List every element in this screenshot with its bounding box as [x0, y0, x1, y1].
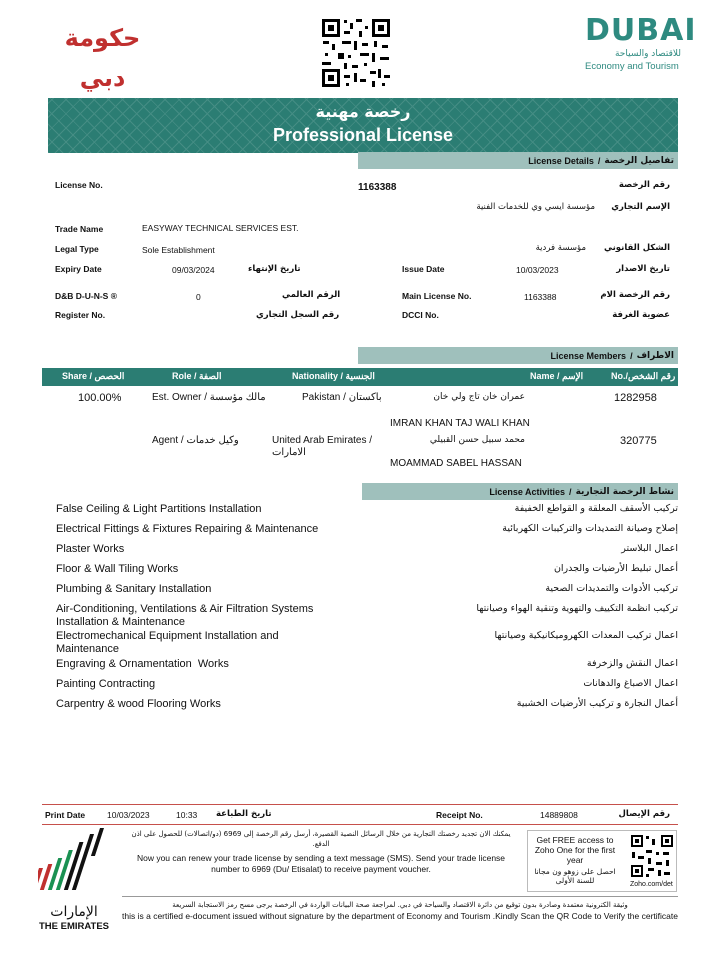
activity-item-ar: اعمال تركيب المعدات الكهروميكانيكية وصيانتها — [494, 630, 678, 641]
footer-divider-bottom — [42, 824, 678, 825]
issue-date-value: 10/03/2023 — [516, 265, 559, 275]
receipt-no-value: 14889808 — [540, 810, 578, 820]
activity-item-ar: أعمال تبليط الأرضيات والجدران — [553, 563, 678, 574]
gov-logo-arabic: حكومة دبي — [64, 24, 141, 92]
dubai-wordmark: DUBAI — [585, 13, 697, 48]
trade-name-ar-value: مؤسسة ايسي وي للخدمات الفنية — [476, 202, 595, 212]
zoho-promo-english: Get FREE access to Zoho One for the first year — [534, 835, 616, 865]
expiry-date-value: 09/03/2024 — [172, 265, 215, 275]
duns-label: D&B D-U-N-S ® — [55, 291, 117, 301]
legal-type-label: Legal Type — [55, 244, 99, 254]
print-date-label: Print Date — [45, 810, 86, 820]
activity-item: Engraving & Ornamentation Works — [56, 658, 229, 670]
col-share: Share / الحصص — [62, 371, 125, 381]
zoho-url: Zoho.com/det — [630, 881, 673, 888]
gov-dubai-logo — [40, 18, 165, 92]
member-nationality: Pakistan / باكستان — [302, 392, 382, 403]
license-no-value: 1163388 — [358, 182, 397, 193]
legal-type-ar-value: مؤسسة فردية — [535, 243, 586, 253]
members-table-header — [42, 368, 678, 386]
activity-item: False Ceiling & Light Partitions Installation — [56, 503, 262, 515]
footer-divider-cert — [122, 896, 678, 897]
receipt-no-label: Receipt No. — [436, 810, 483, 820]
certificate-note-arabic: وثيقة الكترونية معتمدة وصادرة بدون توقيع من دائرة الاقتصاد والسياحة في دبي. لمراجعة صحة البيانات الواردة في الرخصة يرجى مسح رمز الاستجابة السريعة — [172, 901, 628, 909]
member-share: 100.00% — [78, 392, 122, 404]
section-title-en: License Activities — [489, 486, 566, 497]
trade-name-ar-label: الإسم التجاري — [611, 202, 670, 212]
legal-type-ar-label: الشكل القانوني — [604, 243, 670, 253]
title-english: Professional License — [272, 125, 454, 145]
col-no: No./رقم الشخص — [611, 371, 676, 381]
member-role: Est. Owner / مالك مؤسسة — [152, 392, 266, 403]
emirates-english: THE EMIRATES — [38, 921, 110, 932]
qr-code-icon — [320, 17, 392, 89]
section-title-ar: نشاط الرخصة التجارية — [575, 486, 674, 497]
col-role: Role / الصفة — [172, 371, 222, 381]
activity-item: Painting Contracting — [56, 678, 156, 690]
main-license-value: 1163388 — [524, 292, 557, 302]
dept-arabic: للاقتصاد والسياحة — [614, 49, 681, 59]
certificate-note-english: this is a certified e-document issued without signature by the department of Economy and Tourism .Kindly Scan the QR Code to Verify the certificate — [122, 911, 678, 921]
duns-ar-label: الرقم العالمي — [282, 290, 341, 300]
section-title-en: License Members — [550, 350, 627, 361]
activity-item: Electromechanical Equipment Installation and Maintenance — [56, 630, 279, 655]
member-role: Agent / وكيل خدمات — [152, 435, 239, 446]
activity-item-ar: تركيب انظمة التكييف والتهوية وتنقية الهواء وصيانتها — [476, 603, 678, 614]
activity-item: Plaster Works — [56, 543, 125, 555]
license-members-header: License Members / الاطراف — [358, 347, 678, 364]
section-title-en: License Details — [528, 155, 594, 166]
activity-item-ar: أعمال النجارة و تركيب الأرضيات الخشبية — [516, 698, 678, 709]
main-license-label: Main License No. — [402, 291, 472, 301]
activity-item: Plumbing & Sanitary Installation — [56, 583, 212, 595]
activity-item: Floor & Wall Tiling Works — [56, 563, 179, 575]
register-no-ar-label: رقم السجل التجاري — [256, 310, 340, 320]
member-name-en: MOAMMAD SABEL HASSAN — [390, 458, 522, 469]
member-nationality: United Arab Emirates / الامارات — [272, 435, 373, 458]
issue-date-label: Issue Date — [402, 264, 445, 274]
activity-item: Electrical Fittings & Fixtures Repairing & Maintenance — [56, 523, 319, 535]
activity-item-ar: اعمال النقش والزخرفة — [586, 658, 678, 669]
activity-item-ar: تركيب الأدوات والتمديدات الصحية — [545, 583, 678, 594]
print-time-value: 10:33 — [176, 810, 198, 820]
member-number: 1282958 — [614, 392, 657, 404]
issue-date-ar-label: تاريخ الاصدار — [616, 264, 670, 274]
license-no-label: License No. — [55, 180, 103, 190]
activity-item-ar: اعمال البلاستر — [621, 543, 678, 554]
trade-name-value: EASYWAY TECHNICAL SERVICES EST. — [142, 223, 299, 233]
print-date-ar-label: تاريخ الطباعة — [216, 809, 272, 819]
activity-item-ar: اعمال الاصباغ والدهانات — [583, 678, 678, 689]
col-name: Name / الإسم — [530, 371, 584, 381]
zoho-promo-arabic: احصل على زوهو ون مجانا للسنة الأولى — [534, 867, 616, 885]
dcci-no-label: DCCI No. — [402, 310, 439, 320]
member-name-ar: عمران خان تاج ولي خان — [433, 392, 525, 402]
activity-item-ar: تركيب الأسقف المعلقة و القواطع الخفيفة — [514, 503, 678, 514]
member-number: 320775 — [620, 435, 657, 447]
section-title-ar: الاطراف — [636, 350, 674, 361]
sms-renewal-arabic: يمكنك الان تجديد رخصتك التجارية من خلال الرسائل النصية القصيرة، أرسل رقم الرخصة إلى 6969 (دو/اتصالات) للحصول على اذن الدفع. — [131, 830, 511, 848]
register-no-label: Register No. — [55, 310, 106, 320]
trade-name-label: Trade Name — [55, 224, 104, 234]
member-name-ar: محمد سبيل حسن القبيلي — [429, 435, 525, 445]
zoho-qr-icon — [630, 834, 674, 878]
print-date-value: 10/03/2023 — [107, 810, 150, 820]
expiry-date-label: Expiry Date — [55, 264, 102, 274]
license-activities-header: License Activities / نشاط الرخصة التجارية — [362, 483, 678, 500]
duns-value: 0 — [196, 292, 201, 302]
sms-renewal-english: Now you can renew your trade license by sending a text message (SMS). Send your trade license number to 6969 (Du/ Etisalat) to receive payment voucher. — [136, 853, 506, 874]
expiry-date-ar-label: تاريخ الإنتهاء — [248, 264, 301, 274]
activity-item: Air-Conditioning, Ventilations & Air Filtration Systems Installation & Maintenance — [56, 603, 314, 628]
section-title-ar: تفاصيل الرخصة — [604, 155, 674, 166]
col-nationality: Nationality / الجنسية — [292, 371, 375, 381]
dubai-economy-tourism-logo — [585, 14, 695, 84]
license-no-label-ar: رقم الرخصة — [618, 180, 670, 190]
license-title-banner — [48, 98, 678, 153]
dcci-no-ar-label: عضوية الغرفة — [612, 310, 670, 320]
activity-item-ar: إصلاح وصيانة التمديدات والتركيبات الكهربائية — [502, 523, 678, 534]
emirates-arabic: الإمارات — [50, 904, 98, 920]
the-emirates-logo — [38, 828, 110, 936]
activity-item: Carpentry & wood Flooring Works — [56, 698, 221, 710]
footer-divider-top — [42, 804, 678, 805]
dept-english: Economy and Tourism — [585, 61, 679, 72]
member-name-en: IMRAN KHAN TAJ WALI KHAN — [390, 418, 530, 429]
license-details-header: License Details / تفاصيل الرخصة — [358, 152, 678, 169]
title-arabic: رخصة مهنية — [315, 102, 411, 121]
receipt-no-ar-label: رقم الإيصال — [618, 809, 670, 819]
emirates-stripes-icon — [38, 828, 110, 898]
main-license-ar-label: رقم الرخصة الام — [600, 290, 670, 300]
zoho-promo-box — [527, 830, 677, 892]
legal-type-value: Sole Establishment — [142, 245, 215, 255]
